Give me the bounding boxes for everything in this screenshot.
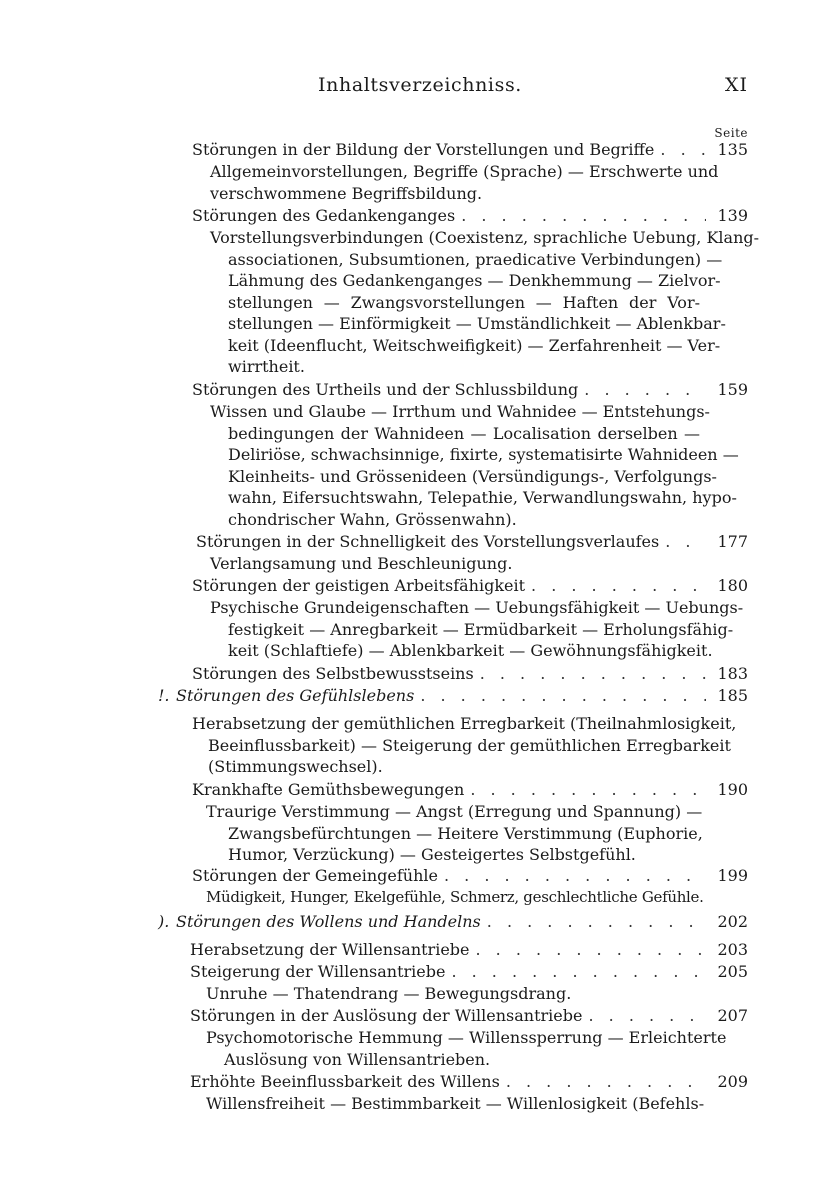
leader-dots [464, 780, 706, 799]
toc-section-heading[interactable] [176, 912, 748, 931]
desc-line: Vorstellungsverbindungen (Coexistenz, sprachliche Uebung, Klang- [210, 228, 760, 247]
leader-dots [654, 140, 706, 159]
entry-title: Erhöhte Beeinflussbarkeit des Willens [190, 1072, 500, 1091]
entry-title: Störungen in der Auslösung der Willensantriebe [190, 1006, 583, 1025]
desc-line: keit (Schlaftiefe) — Ablenkbarkeit — Gewöhnungsfähigkeit. [228, 641, 713, 660]
desc-line: wirrtheit. [228, 357, 305, 376]
entry-title: Störungen der Gemeingefühle [192, 866, 438, 885]
toc-section-heading[interactable] [176, 686, 748, 705]
entry-page: 190 [717, 780, 748, 799]
section-marker: ). [158, 912, 170, 931]
desc-line: Allgemeinvorstellungen, Begriffe (Sprache) — Erschwerte und [210, 162, 719, 181]
toc-entry[interactable] [190, 1006, 748, 1025]
desc-line: stellungen — Zwangsvorstellungen — Haften der Vor- [228, 292, 700, 312]
toc-entry[interactable] [192, 380, 748, 399]
desc-line: Beeinflussbarkeit) — Steigerung der gemüthlichen Erregbarkeit [208, 735, 731, 755]
leader-dots [445, 962, 706, 981]
toc-entry[interactable] [192, 576, 748, 595]
entry-title: Störungen des Wollens und Handelns [176, 912, 481, 931]
entry-description [192, 714, 737, 779]
desc-line: Wissen und Glaube — Irrthum und Wahnidee — Entstehungs- [210, 402, 710, 421]
toc-entry[interactable] [192, 206, 748, 225]
entry-title: Herabsetzung der Willensantriebe [190, 940, 470, 959]
entry-page: 205 [717, 962, 748, 981]
toc-entry[interactable] [192, 866, 748, 885]
leader-dots [470, 940, 707, 959]
entry-page: 209 [717, 1072, 748, 1091]
entry-page: 180 [717, 576, 748, 595]
desc-line: wahn, Eifersuchtswahn, Telepathie, Verwandlungswahn, hypo- [228, 488, 737, 507]
toc-entry[interactable] [192, 140, 748, 159]
leader-dots [481, 912, 706, 931]
leader-dots [582, 1006, 706, 1025]
desc-line: bedingungen der Wahnideen — Localisation derselben — [228, 423, 700, 443]
entry-title: Störungen des Urtheils und der Schlussbildung [192, 380, 579, 399]
desc-line: Humor, Verzückung) — Gesteigertes Selbstgefühl. [228, 845, 636, 864]
desc-line: festigkeit — Anregbarkeit — Ermüdbarkeit — Erholungsfähig- [228, 619, 734, 639]
entry-description [206, 1094, 705, 1116]
desc-line: Herabsetzung der gemüthlichen Erregbarkeit (Theilnahmlosigkeit, [192, 714, 737, 733]
entry-description [206, 802, 703, 867]
desc-line: Zwangsbefürchtungen — Heitere Verstimmung (Euphorie, [228, 823, 703, 843]
desc-line: Auslösung von Willensantrieben. [224, 1049, 491, 1069]
desc-line: Traurige Verstimmung — Angst (Erregung und Spannung) — [206, 802, 703, 821]
toc-entry[interactable] [192, 780, 748, 799]
desc-line: chondrischer Wahn, Grössenwahn). [228, 509, 517, 529]
entry-description [210, 554, 700, 576]
entry-description [206, 1028, 727, 1071]
entry-title: Störungen des Gefühlslebens [176, 686, 415, 705]
page-numeral: XI [724, 74, 748, 96]
entry-page: 203 [717, 940, 748, 959]
section-marker: !. [158, 686, 170, 705]
desc-line: Psychomotorische Hemmung — Willenssperrung — Erleichterte [206, 1028, 727, 1047]
seite-label: Seite [714, 126, 748, 140]
leader-dots [438, 866, 706, 885]
entry-title: Steigerung der Willensantriebe [190, 962, 446, 981]
leader-dots [455, 206, 706, 225]
toc-entry[interactable] [190, 1072, 748, 1091]
leader-dots [525, 576, 706, 595]
entry-page: 135 [717, 140, 748, 159]
toc-entry[interactable] [192, 664, 748, 683]
desc-line: Willensfreiheit — Bestimmbarkeit — Willenlosigkeit (Befehls- [206, 1094, 705, 1113]
entry-page: 199 [717, 866, 748, 885]
entry-description [210, 228, 760, 379]
leader-dots [578, 380, 706, 399]
entry-title: Störungen in der Schnelligkeit des Vorstellungsverlaufes [196, 532, 660, 551]
desc-line: (Stimmungswechsel). [208, 757, 383, 776]
desc-line: stellungen — Einförmigkeit — Umständlichkeit — Ablenkbar- [228, 314, 726, 333]
entry-title: Störungen in der Bildung der Vorstellungen und Begriffe [192, 140, 655, 159]
entry-description [206, 984, 700, 1006]
leader-dots [474, 664, 706, 683]
desc-line: Unruhe — Thatendrang — Bewegungsdrang. [206, 984, 572, 1003]
desc-line: associationen, Subsumtionen, praedicative Verbindungen) — [228, 249, 723, 269]
desc-line: keit (Ideenflucht, Weitschweifigkeit) — Zerfahrenheit — Ver- [228, 335, 721, 355]
entry-title: Störungen des Selbstbewusstseins [192, 664, 474, 683]
entry-page: 159 [717, 380, 748, 399]
toc-entry[interactable] [190, 940, 748, 959]
desc-line: Müdigkeit, Hunger, Ekelgefühle, Schmerz, geschlechtliche Gefühle. [206, 888, 704, 906]
desc-line: Psychische Grundeigenschaften — Uebungsfähigkeit — Uebungs- [210, 598, 744, 617]
entry-description [210, 402, 739, 531]
entry-description [210, 162, 719, 205]
entry-page: 202 [717, 912, 748, 931]
entry-description [206, 888, 704, 910]
running-header-title: Inhaltsverzeichniss. [318, 74, 522, 96]
desc-line: verschwommene Begriffsbildung. [210, 183, 483, 203]
entry-page: 185 [717, 686, 748, 705]
entry-page: 177 [717, 532, 748, 551]
toc-entry[interactable] [196, 532, 748, 551]
toc-entry[interactable] [190, 962, 748, 981]
desc-line: Deliriöse, schwachsinnige, fixirte, systematisirte Wahnideen — [228, 445, 739, 464]
leader-dots [659, 532, 706, 551]
leader-dots [500, 1072, 706, 1091]
entry-description [210, 598, 744, 663]
entry-page: 139 [717, 206, 748, 225]
entry-title: Krankhafte Gemüthsbewegungen [192, 780, 465, 799]
entry-title: Störungen der geistigen Arbeitsfähigkeit [192, 576, 526, 595]
desc-line: Kleinheits- und Grössenideen (Versündigungs-, Verfolgungs- [228, 466, 717, 486]
entry-page: 183 [717, 664, 748, 683]
entry-page: 207 [717, 1006, 748, 1025]
entry-title: Störungen des Gedankenganges [192, 206, 456, 225]
leader-dots [414, 686, 706, 705]
desc-line: Lähmung des Gedankenganges — Denkhemmung — Zielvor- [228, 271, 721, 290]
desc-line: Verlangsamung und Beschleunigung. [210, 554, 513, 573]
